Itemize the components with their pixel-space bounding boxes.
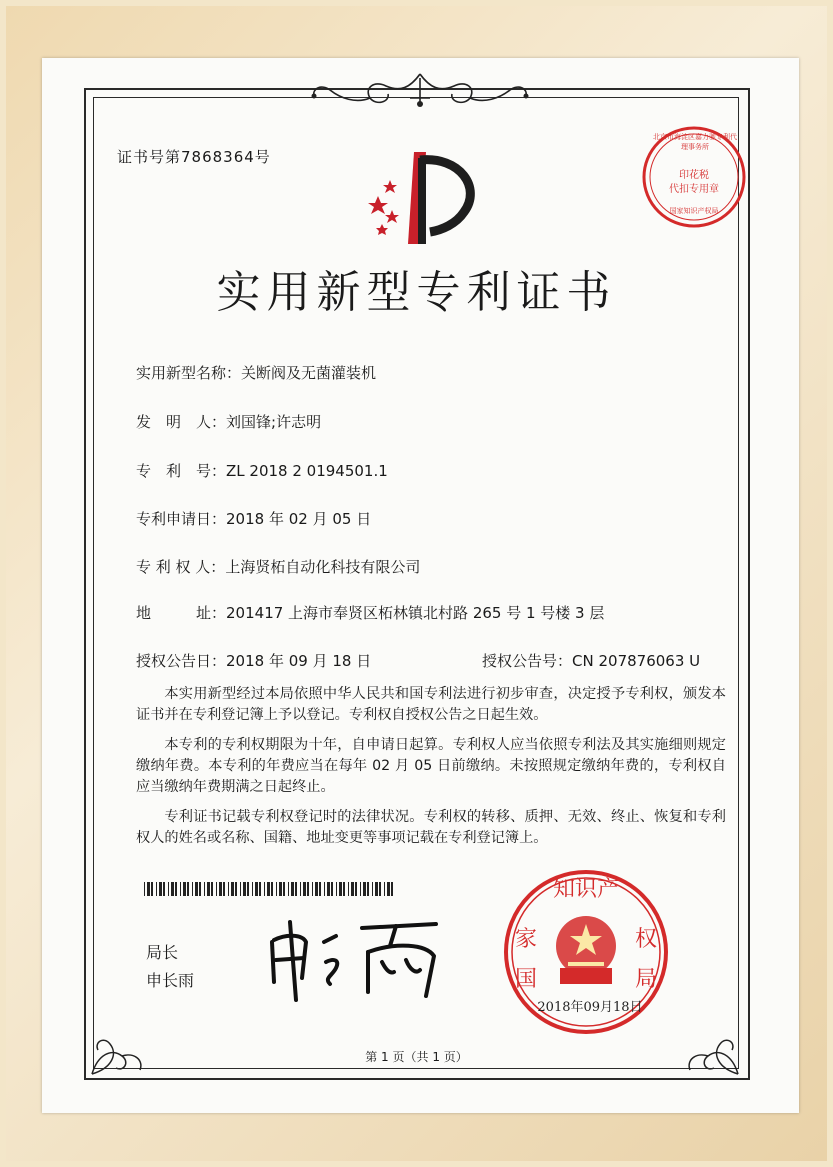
field-label: 地 址： <box>136 604 227 622</box>
field-value: CN 207876063 U <box>572 652 701 670</box>
field-label: 专 利 权 人： <box>136 558 226 576</box>
director-title: 局长 <box>146 943 179 962</box>
field-value: 关断阀及无菌灌装机 <box>241 364 377 382</box>
field-label: 发 明 人： <box>136 413 227 431</box>
field-grant-announcement-date <box>136 650 371 671</box>
svg-text:家: 家 <box>514 927 538 952</box>
field-value: 上海贤柘自动化科技有限公司 <box>225 558 421 576</box>
field-value: ZL 2018 2 0194501.1 <box>226 462 388 480</box>
tax-stamp-text-0: 北京市海淀区嘉力驰专利代理事务所 <box>653 133 737 151</box>
field-value: 2018 年 09 月 18 日 <box>226 652 372 670</box>
certificate-title: 实用新型专利证书 <box>216 267 617 318</box>
field-patent-number <box>136 460 388 481</box>
field-label: 专 利 号： <box>136 462 227 480</box>
body-paragraph-2: 本专利的专利权期限为十年，自申请日起算。专利权人应当依照专利法及其实施细则规定缴纳年费。本专利的年费应当在每年 02 月 05 日前缴纳。未按照规定缴纳年费的，专利权自应当缴纳年费期满之日起终止。 <box>136 737 726 795</box>
field-value: 刘国锋;许志明 <box>226 413 322 431</box>
svg-text:国: 国 <box>514 967 538 992</box>
field-label: 授权公告日： <box>136 652 227 670</box>
barcode-icon <box>144 882 398 896</box>
cnipa-logo-icon <box>360 148 480 248</box>
bottom-right-ornament-icon <box>672 1008 742 1078</box>
tax-stamp-text-2: 代扣专用章 <box>669 184 719 195</box>
body-paragraph-3: 专利证书记载专利权登记时的法律状况。专利权的转移、质押、无效、终止、恢复和专利权人的姓名或名称、国籍、地址变更等事项记载在专利登记簿上。 <box>136 809 726 846</box>
director-name: 申长雨 <box>146 971 195 990</box>
field-label: 实用新型名称： <box>136 364 242 382</box>
tax-stamp-text-3: 国家知识产权局 <box>669 207 719 215</box>
top-ornament-icon <box>300 68 540 110</box>
svg-text:局: 局 <box>634 967 658 992</box>
bottom-left-ornament-icon <box>88 1008 158 1078</box>
certificate-number: 证书号第7868364号 <box>117 148 271 166</box>
tax-stamp-text-1: 印花税 <box>679 170 709 181</box>
field-value: 201417 上海市奉贤区柘林镇北村路 265 号 1 号楼 3 层 <box>226 604 605 622</box>
field-application-date <box>136 508 371 529</box>
field-grant-announcement-number <box>482 650 700 671</box>
field-address <box>136 602 604 623</box>
certificate-body <box>136 684 726 858</box>
field-label: 专利申请日： <box>136 510 227 528</box>
field-patentee <box>136 556 420 577</box>
field-value: 2018 年 02 月 05 日 <box>226 510 372 528</box>
page-number: 第 1 页（共 1 页） <box>365 1050 468 1064</box>
body-paragraph-1: 本实用新型经过本局依照中华人民共和国专利法进行初步审查，决定授予专利权，颁发本证书并在专利登记簿上予以登记。专利权自授权公告之日起生效。 <box>136 686 726 723</box>
field-label: 授权公告号： <box>482 652 573 670</box>
svg-text:权: 权 <box>634 927 658 952</box>
seal-date: 2018年09月18日 <box>537 1000 643 1015</box>
field-inventor <box>136 411 321 432</box>
svg-text:知识产: 知识产 <box>552 877 620 902</box>
director-signature-icon <box>266 912 446 1004</box>
field-utility-model-name <box>136 362 376 383</box>
